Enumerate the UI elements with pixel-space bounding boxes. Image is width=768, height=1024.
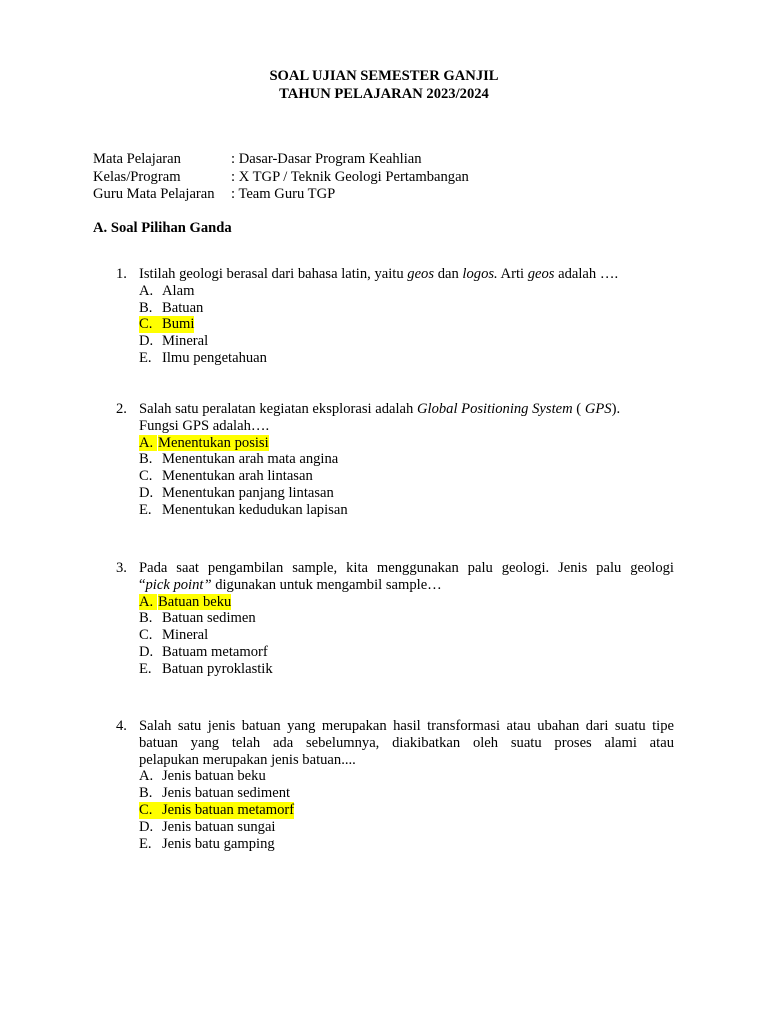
stem-italic: logos.: [462, 266, 498, 282]
option-letter: B.: [139, 610, 153, 627]
option-text: Batuam metamorf: [162, 643, 268, 660]
option-text: Mineral: [162, 333, 209, 350]
option-b: [139, 785, 674, 802]
info-label: Mata Pelajaran: [93, 151, 181, 167]
option-text: Jenis batuan sediment: [162, 785, 291, 802]
option-letter: A.: [139, 594, 157, 611]
option-e: [139, 661, 674, 678]
stem-line: [139, 401, 674, 418]
option-list: [139, 768, 674, 852]
info-value: : Team Guru TGP: [231, 186, 336, 203]
option-text: Batuan: [162, 299, 204, 316]
option-text-highlighted: Bumi: [162, 316, 195, 333]
stem-italic: GPS: [584, 401, 612, 417]
option-letter: C.: [139, 316, 162, 333]
stem-text: dan: [434, 266, 463, 282]
option-text: Alam: [162, 282, 195, 299]
option-list: [139, 594, 674, 678]
title-line-1: SOAL UJIAN SEMESTER GANJIL: [269, 68, 499, 84]
question-stem: [139, 266, 674, 283]
question-stem: [139, 560, 674, 594]
info-label: Kelas/Program: [93, 168, 181, 185]
option-text: Ilmu pengetahuan: [162, 349, 267, 366]
stem-line: Pada saat pengambilan sample, kita menggunakan palu geologi. Jenis palu geologi: [139, 560, 674, 576]
option-text: Menentukan kedudukan lapisan: [162, 501, 348, 518]
option-letter: E.: [139, 660, 152, 677]
option-text-highlighted: Menentukan posisi: [158, 434, 269, 451]
stem-line: pelapukan merupakan jenis batuan....: [139, 751, 356, 768]
option-d: [139, 485, 674, 502]
option-list: [139, 435, 674, 519]
info-label: Guru Mata Pelajaran: [93, 186, 215, 203]
option-letter: D.: [139, 484, 154, 501]
option-letter: A.: [139, 435, 157, 452]
option-text: Jenis batuan sungai: [162, 818, 276, 835]
option-a-answer: [139, 594, 674, 611]
stem-text: adalah ….: [554, 266, 619, 282]
option-letter: B.: [139, 299, 153, 316]
question-1: [116, 266, 674, 367]
option-b: [139, 300, 674, 317]
option-e: [139, 502, 674, 519]
stem-italic: pick point”: [145, 576, 212, 593]
page-title: [0, 68, 768, 103]
stem-line: Salah satu jenis batuan yang merupakan hasil transformasi atau ubahan dari suatu tipe: [139, 718, 674, 734]
option-c: [139, 627, 674, 644]
question-3: [116, 560, 674, 678]
option-text-highlighted: Batuan beku: [158, 593, 232, 610]
option-d: [139, 819, 674, 836]
stem-italic: Global Positioning System: [416, 401, 573, 417]
question-number: 3.: [116, 560, 127, 576]
option-text: Jenis batuan beku: [162, 768, 266, 785]
option-letter: E.: [139, 835, 152, 852]
stem-text: digunakan untuk mengambil sample…: [211, 576, 442, 593]
info-row-class: [93, 169, 469, 187]
stem-text: Salah satu peralatan kegiatan eksplorasi adalah: [139, 401, 417, 417]
option-list: [139, 283, 674, 367]
option-letter: C.: [139, 627, 153, 644]
option-text-highlighted: Jenis batuan metamorf: [162, 801, 295, 818]
option-letter: B.: [139, 785, 153, 802]
option-c: [139, 468, 674, 485]
option-c-answer: [139, 316, 674, 333]
question-stem: [139, 401, 674, 435]
option-letter: C.: [139, 468, 153, 485]
question-stem: [139, 718, 674, 768]
info-row-teacher: [93, 186, 469, 204]
option-a: [139, 283, 674, 300]
option-e: [139, 350, 674, 367]
option-letter: D.: [139, 333, 154, 350]
option-letter: A.: [139, 768, 154, 785]
option-letter: D.: [139, 818, 154, 835]
stem-line: batuan yang telah ada sebelumnya, diakibatkan oleh suatu proses alami atau: [139, 734, 674, 751]
stem-text: Istilah geologi berasal dari bahasa latin, yaitu: [139, 266, 408, 282]
option-text: Menentukan arah lintasan: [162, 468, 313, 485]
option-e: [139, 836, 674, 853]
info-value: : Dasar-Dasar Program Keahlian: [231, 151, 422, 167]
section-heading: A. Soal Pilihan Ganda: [93, 220, 232, 236]
option-c-answer: [139, 802, 674, 819]
option-text: Menentukan arah mata angina: [162, 451, 339, 468]
option-letter: A.: [139, 282, 154, 299]
question-number: 4.: [116, 718, 127, 734]
option-b: [139, 451, 674, 468]
option-letter: C.: [139, 802, 162, 819]
option-text: Jenis batu gamping: [162, 835, 275, 852]
stem-line: Fungsi GPS adalah….: [139, 417, 270, 434]
stem-line: [139, 266, 674, 283]
stem-text: “: [139, 576, 146, 593]
info-row-subject: [93, 151, 469, 169]
question-number: 1.: [116, 266, 127, 282]
option-text: Menentukan panjang lintasan: [162, 484, 334, 501]
option-a-answer: [139, 435, 674, 452]
option-d: [139, 644, 674, 661]
title-line-2: TAHUN PELAJARAN 2023/2024: [279, 85, 489, 102]
question-4: [116, 718, 674, 852]
option-letter: B.: [139, 451, 153, 468]
info-value: : X TGP / Teknik Geologi Pertambangan: [231, 168, 469, 185]
question-2: [116, 401, 674, 519]
stem-line: [139, 577, 674, 594]
option-text: Batuan sedimen: [162, 610, 256, 627]
option-letter: E.: [139, 501, 152, 518]
option-text: Mineral: [162, 627, 209, 644]
stem-italic: geos: [407, 266, 435, 282]
stem-italic: geos: [527, 266, 555, 282]
option-text: Batuan pyroklastik: [162, 660, 273, 677]
exam-info: [93, 151, 469, 204]
stem-text: Arti: [497, 266, 528, 282]
option-letter: E.: [139, 349, 152, 366]
option-letter: D.: [139, 643, 154, 660]
question-number: 2.: [116, 401, 127, 417]
option-b: [139, 610, 674, 627]
stem-text: ).: [611, 401, 621, 417]
option-d: [139, 333, 674, 350]
stem-text: (: [572, 401, 585, 417]
option-a: [139, 768, 674, 785]
